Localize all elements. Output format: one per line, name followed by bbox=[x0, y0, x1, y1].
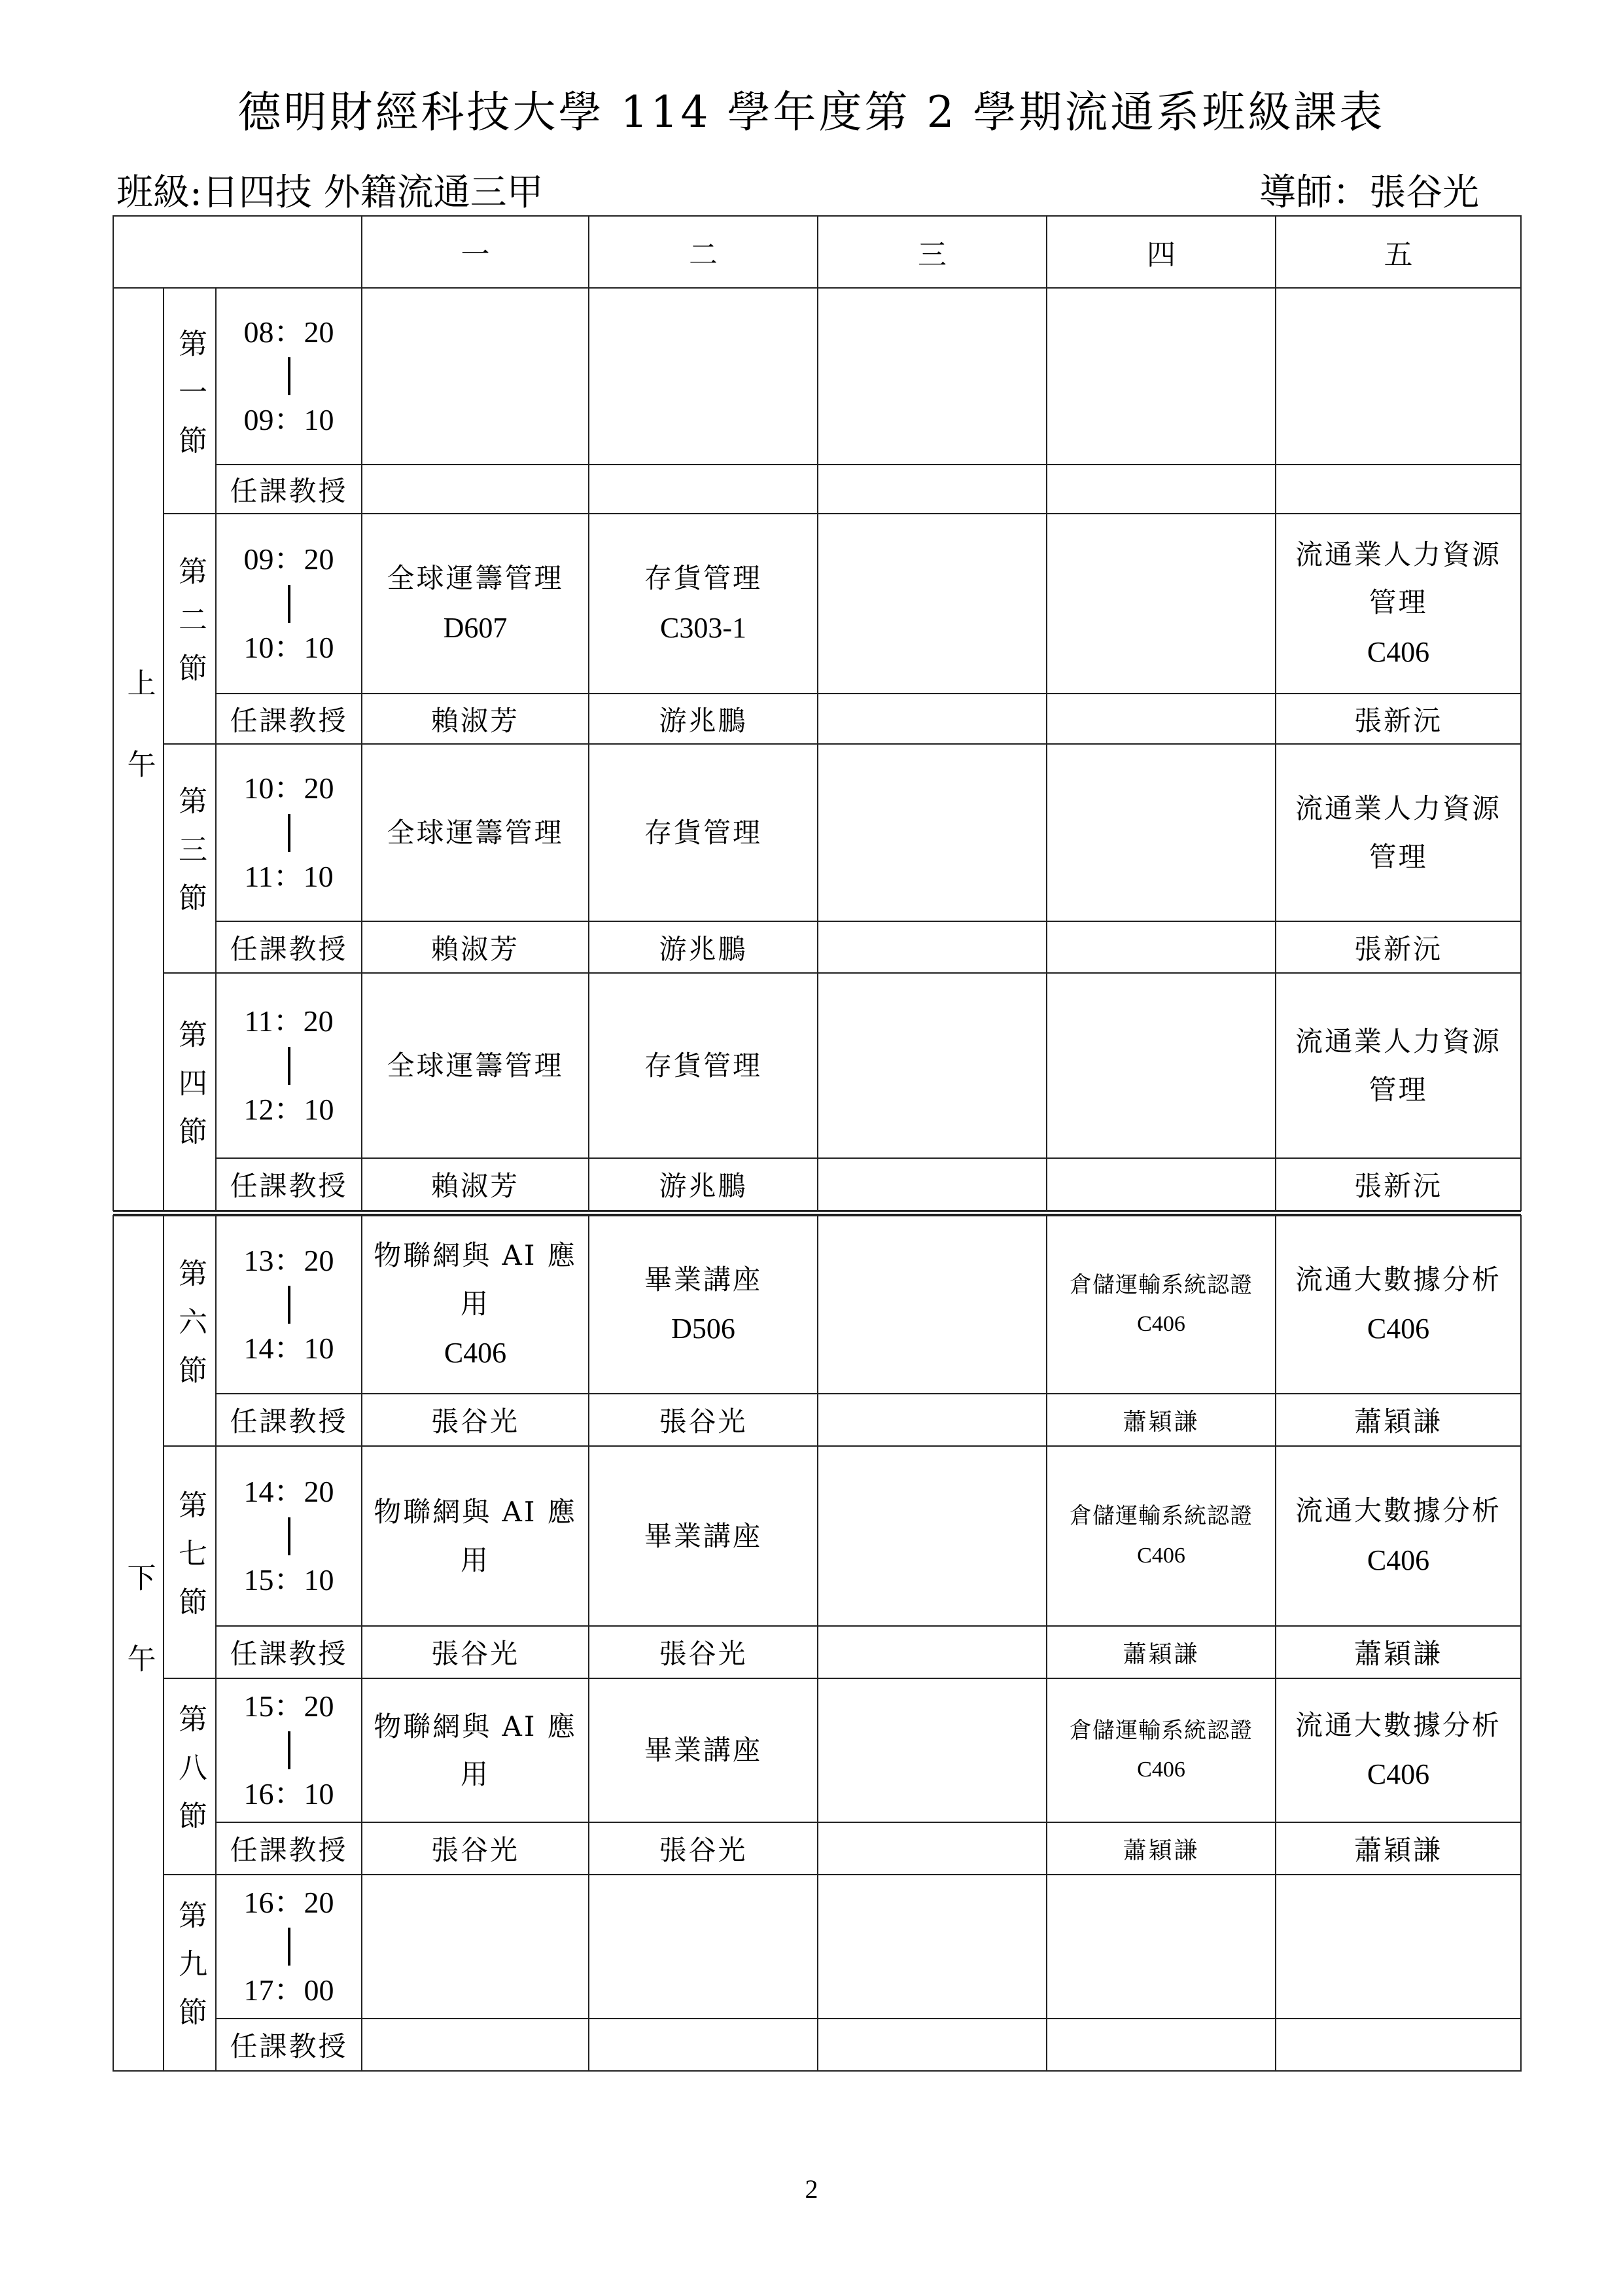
course-name: 物聯網與 AI 應用 bbox=[374, 1496, 577, 1576]
professor-cell bbox=[361, 1157, 589, 1211]
period-time bbox=[244, 1006, 334, 1125]
period-label-cell bbox=[163, 743, 217, 974]
professor-cell bbox=[1275, 1157, 1522, 1211]
course-name: 全球運籌管理 bbox=[387, 816, 564, 849]
professor-name: 蕭穎謙 bbox=[1353, 1638, 1442, 1670]
professor-cell bbox=[817, 1625, 1047, 1679]
day-label: 三 bbox=[918, 238, 947, 272]
course-cell bbox=[588, 513, 818, 694]
professor-cell bbox=[1046, 1625, 1276, 1679]
professor-cell bbox=[817, 1393, 1047, 1447]
professor-cell bbox=[1046, 1822, 1276, 1875]
period-label: 第三節 bbox=[173, 786, 207, 931]
course-cell bbox=[1046, 1445, 1276, 1627]
professor-cell bbox=[1046, 2018, 1276, 2072]
start-time: 16：20 bbox=[243, 1885, 334, 1919]
professor-name: 賴淑芳 bbox=[430, 1170, 519, 1202]
professor-cell bbox=[1046, 693, 1276, 745]
professor-label: 任課教授 bbox=[230, 1834, 348, 1866]
professor-label-cell bbox=[215, 2018, 362, 2072]
period-time-cell bbox=[215, 1678, 362, 1823]
professor-label: 任課教授 bbox=[230, 704, 348, 737]
professor-cell bbox=[817, 1822, 1047, 1875]
professor-name: 張新沅 bbox=[1353, 704, 1442, 737]
professor-label-cell bbox=[215, 1393, 362, 1447]
professor-name: 張谷光 bbox=[659, 1405, 748, 1438]
professor-cell bbox=[1046, 921, 1276, 974]
period-time-cell bbox=[215, 287, 362, 465]
course-cell bbox=[1046, 972, 1276, 1159]
professor-cell bbox=[817, 464, 1047, 514]
am-pm-divider bbox=[113, 1210, 1521, 1215]
afternoon-label: 下午 bbox=[122, 1562, 156, 1725]
professor-name: 蕭穎謙 bbox=[1353, 1405, 1442, 1438]
start-time: 09：20 bbox=[243, 542, 334, 576]
period-label-cell bbox=[163, 1445, 217, 1679]
period-label-cell bbox=[163, 972, 217, 1211]
time-range-divider bbox=[288, 814, 290, 852]
room-code: C406 bbox=[1137, 1543, 1185, 1568]
professor-cell bbox=[588, 1822, 818, 1875]
day-label: 五 bbox=[1384, 238, 1413, 272]
professor-cell bbox=[588, 693, 818, 745]
start-time: 15：20 bbox=[243, 1689, 334, 1723]
course-name: 物聯網與 AI 應用 bbox=[374, 1710, 577, 1790]
course-cell bbox=[588, 743, 818, 922]
page-number: 2 bbox=[805, 2174, 818, 2204]
room-code: C406 bbox=[1367, 1313, 1430, 1345]
room-code: D506 bbox=[671, 1313, 735, 1345]
header-corner bbox=[113, 215, 362, 289]
course-cell bbox=[588, 972, 818, 1159]
course-name: 畢業講座 bbox=[644, 1734, 762, 1767]
day-header-3 bbox=[817, 215, 1047, 289]
professor-name: 蕭穎謙 bbox=[1123, 1640, 1200, 1668]
professor-cell bbox=[1275, 2018, 1522, 2072]
start-time: 13：20 bbox=[243, 1243, 334, 1277]
professor-cell bbox=[1275, 1822, 1522, 1875]
end-time: 09：10 bbox=[243, 403, 334, 436]
period-label: 第六節 bbox=[173, 1258, 207, 1404]
course-cell bbox=[817, 972, 1047, 1159]
professor-label-cell bbox=[215, 1625, 362, 1679]
professor-name: 游兆鵬 bbox=[659, 1170, 748, 1202]
professor-cell bbox=[361, 1822, 589, 1875]
professor-cell bbox=[588, 2018, 818, 2072]
period-label-cell bbox=[163, 513, 217, 745]
day-label: 二 bbox=[689, 238, 718, 272]
course-cell bbox=[1275, 1215, 1522, 1394]
room-code: C303-1 bbox=[660, 611, 746, 644]
professor-label: 任課教授 bbox=[230, 1638, 348, 1670]
professor-label: 任課教授 bbox=[230, 1170, 348, 1202]
mentor-info: 導師：張谷光 bbox=[1259, 171, 1479, 214]
course-cell bbox=[1275, 513, 1522, 694]
course-cell bbox=[361, 972, 589, 1159]
course-cell bbox=[1046, 1215, 1276, 1394]
course-cell bbox=[361, 1445, 589, 1627]
course-cell bbox=[1046, 287, 1276, 465]
course-cell bbox=[817, 1215, 1047, 1394]
professor-label-cell bbox=[215, 1822, 362, 1875]
course-name: 倉儲運輸系統認證 bbox=[1070, 1503, 1253, 1529]
professor-cell bbox=[361, 693, 589, 745]
professor-label-cell bbox=[215, 464, 362, 514]
professor-label-cell bbox=[215, 1157, 362, 1211]
professor-cell bbox=[1275, 1625, 1522, 1679]
course-name: 流通大數據分析 bbox=[1295, 1708, 1501, 1741]
professor-name: 張新沅 bbox=[1353, 1170, 1442, 1202]
professor-cell bbox=[1046, 464, 1276, 514]
course-cell bbox=[361, 743, 589, 922]
period-time-cell bbox=[215, 1874, 362, 2019]
professor-cell bbox=[817, 2018, 1047, 2072]
course-cell bbox=[588, 1215, 818, 1394]
time-range-divider bbox=[288, 357, 290, 395]
course-cell bbox=[1046, 743, 1276, 922]
period-time-cell bbox=[215, 743, 362, 922]
professor-cell bbox=[817, 693, 1047, 745]
period-time bbox=[244, 317, 334, 436]
day-label: 四 bbox=[1147, 238, 1176, 272]
professor-cell bbox=[1046, 1157, 1276, 1211]
course-name: 存貨管理 bbox=[644, 562, 762, 595]
course-name: 存貨管理 bbox=[644, 816, 762, 849]
end-time: 12：10 bbox=[243, 1092, 334, 1126]
period-time-cell bbox=[215, 1445, 362, 1627]
morning-label: 上午 bbox=[122, 668, 156, 830]
professor-cell bbox=[817, 1157, 1047, 1211]
professor-label: 任課教授 bbox=[230, 2030, 348, 2062]
course-cell bbox=[588, 1445, 818, 1627]
course-name: 倉儲運輸系統認證 bbox=[1070, 1271, 1253, 1298]
course-cell bbox=[817, 1874, 1047, 2019]
course-cell bbox=[1275, 743, 1522, 922]
start-time: 11：20 bbox=[244, 1004, 334, 1038]
professor-name: 游兆鵬 bbox=[659, 932, 748, 965]
course-cell bbox=[1046, 1678, 1276, 1823]
professor-name: 張谷光 bbox=[430, 1405, 519, 1438]
period-label: 第二節 bbox=[173, 556, 207, 701]
professor-label: 任課教授 bbox=[230, 1405, 348, 1438]
professor-cell bbox=[588, 921, 818, 974]
start-time: 14：20 bbox=[243, 1475, 334, 1509]
period-label: 第七節 bbox=[173, 1489, 207, 1635]
page-title: 德明財經科技大學 114 學年度第 2 學期流通系班級課表 bbox=[237, 87, 1386, 137]
course-name: 物聯網與 AI 應用 bbox=[374, 1239, 577, 1320]
course-name: 流通業人力資源管理 bbox=[1295, 792, 1501, 873]
end-time: 14：10 bbox=[243, 1332, 334, 1365]
room-code: C406 bbox=[1367, 1544, 1430, 1576]
start-time: 10：20 bbox=[243, 771, 334, 805]
period-label: 第四節 bbox=[173, 1019, 207, 1165]
period-label: 第一節 bbox=[173, 328, 207, 474]
time-range-divider bbox=[288, 1517, 290, 1555]
course-cell bbox=[817, 287, 1047, 465]
professor-name: 游兆鵬 bbox=[659, 704, 748, 737]
professor-cell bbox=[817, 921, 1047, 974]
period-time bbox=[244, 1476, 334, 1596]
period-time bbox=[244, 544, 334, 663]
course-name: 存貨管理 bbox=[644, 1049, 762, 1082]
professor-name: 蕭穎謙 bbox=[1353, 1834, 1442, 1866]
professor-cell bbox=[1275, 693, 1522, 745]
course-cell bbox=[817, 513, 1047, 694]
course-cell bbox=[1275, 1445, 1522, 1627]
day-header-5 bbox=[1275, 215, 1522, 289]
professor-name: 張谷光 bbox=[659, 1834, 748, 1866]
professor-name: 張谷光 bbox=[430, 1834, 519, 1866]
professor-cell bbox=[361, 2018, 589, 2072]
end-time: 10：10 bbox=[243, 630, 334, 664]
course-cell bbox=[361, 513, 589, 694]
course-cell bbox=[817, 743, 1047, 922]
class-info: 班級:日四技 外籍流通三甲 bbox=[116, 171, 544, 214]
period-time bbox=[244, 773, 334, 892]
time-range-divider bbox=[288, 1047, 290, 1085]
professor-cell bbox=[361, 1625, 589, 1679]
professor-name: 蕭穎謙 bbox=[1123, 1408, 1200, 1436]
period-label-cell bbox=[163, 1215, 217, 1447]
room-code: C406 bbox=[1137, 1312, 1185, 1336]
course-cell bbox=[1275, 1678, 1522, 1823]
period-label-cell bbox=[163, 1678, 217, 1875]
professor-cell bbox=[1275, 921, 1522, 974]
period-time-cell bbox=[215, 513, 362, 694]
professor-name: 張谷光 bbox=[430, 1638, 519, 1670]
course-cell bbox=[361, 1874, 589, 2019]
timetable bbox=[113, 216, 1521, 2071]
room-code: C406 bbox=[1367, 635, 1430, 668]
professor-name: 賴淑芳 bbox=[430, 932, 519, 965]
course-name: 流通大數據分析 bbox=[1295, 1494, 1501, 1527]
professor-cell bbox=[588, 464, 818, 514]
course-cell bbox=[1275, 1874, 1522, 2019]
professor-cell bbox=[361, 1393, 589, 1447]
professor-cell bbox=[361, 464, 589, 514]
course-name: 倉儲運輸系統認證 bbox=[1070, 1717, 1253, 1744]
professor-cell bbox=[588, 1625, 818, 1679]
course-name: 畢業講座 bbox=[644, 1263, 762, 1296]
period-time-cell bbox=[215, 1215, 362, 1394]
time-range-divider bbox=[288, 1731, 290, 1769]
course-cell bbox=[817, 1678, 1047, 1823]
course-cell bbox=[1275, 972, 1522, 1159]
period-time bbox=[244, 1245, 334, 1365]
course-name: 流通業人力資源管理 bbox=[1295, 538, 1501, 618]
period-time bbox=[244, 1887, 334, 2007]
end-time: 15：10 bbox=[243, 1563, 334, 1597]
course-cell bbox=[1046, 513, 1276, 694]
day-header-2 bbox=[588, 215, 818, 289]
day-label: 一 bbox=[461, 238, 490, 272]
professor-label-cell bbox=[215, 693, 362, 745]
end-time: 17：00 bbox=[243, 1973, 334, 2007]
course-name: 流通大數據分析 bbox=[1295, 1263, 1501, 1296]
afternoon-label-cell bbox=[113, 1215, 164, 2072]
course-cell bbox=[588, 1678, 818, 1823]
course-cell bbox=[1275, 287, 1522, 465]
professor-name: 張谷光 bbox=[659, 1638, 748, 1670]
course-cell bbox=[588, 1874, 818, 2019]
professor-cell bbox=[588, 1393, 818, 1447]
professor-name: 張新沅 bbox=[1353, 932, 1442, 965]
time-range-divider bbox=[288, 585, 290, 623]
period-time-cell bbox=[215, 972, 362, 1159]
start-time: 08：20 bbox=[243, 315, 334, 349]
course-cell bbox=[588, 287, 818, 465]
end-time: 16：10 bbox=[243, 1777, 334, 1810]
professor-cell bbox=[361, 921, 589, 974]
course-cell bbox=[361, 1678, 589, 1823]
room-code: C406 bbox=[1367, 1758, 1430, 1791]
period-label-cell bbox=[163, 287, 217, 514]
course-cell bbox=[361, 1215, 589, 1394]
room-code: C406 bbox=[1137, 1757, 1185, 1782]
period-time bbox=[244, 1691, 334, 1810]
room-code: C406 bbox=[444, 1337, 507, 1369]
course-name: 流通業人力資源管理 bbox=[1295, 1025, 1501, 1106]
day-header-1 bbox=[361, 215, 589, 289]
professor-cell bbox=[1046, 1393, 1276, 1447]
period-label: 第九節 bbox=[173, 1900, 207, 2045]
room-code: D607 bbox=[443, 611, 508, 644]
professor-cell bbox=[1275, 1393, 1522, 1447]
time-range-divider bbox=[288, 1928, 290, 1966]
professor-name: 賴淑芳 bbox=[430, 704, 519, 737]
day-header-4 bbox=[1046, 215, 1276, 289]
professor-cell bbox=[588, 1157, 818, 1211]
professor-label-cell bbox=[215, 921, 362, 974]
professor-label: 任課教授 bbox=[230, 474, 348, 507]
period-label: 第八節 bbox=[173, 1704, 207, 1849]
course-name: 全球運籌管理 bbox=[387, 1049, 564, 1082]
course-cell bbox=[361, 287, 589, 465]
course-cell bbox=[1046, 1874, 1276, 2019]
course-name: 全球運籌管理 bbox=[387, 562, 564, 595]
time-range-divider bbox=[288, 1286, 290, 1324]
morning-label-cell bbox=[113, 287, 164, 1211]
end-time: 11：10 bbox=[244, 859, 334, 893]
professor-label: 任課教授 bbox=[230, 932, 348, 965]
period-label-cell bbox=[163, 1874, 217, 2072]
course-name: 畢業講座 bbox=[644, 1519, 762, 1552]
professor-name: 蕭穎謙 bbox=[1123, 1837, 1200, 1864]
course-cell bbox=[817, 1445, 1047, 1627]
professor-cell bbox=[1275, 464, 1522, 514]
